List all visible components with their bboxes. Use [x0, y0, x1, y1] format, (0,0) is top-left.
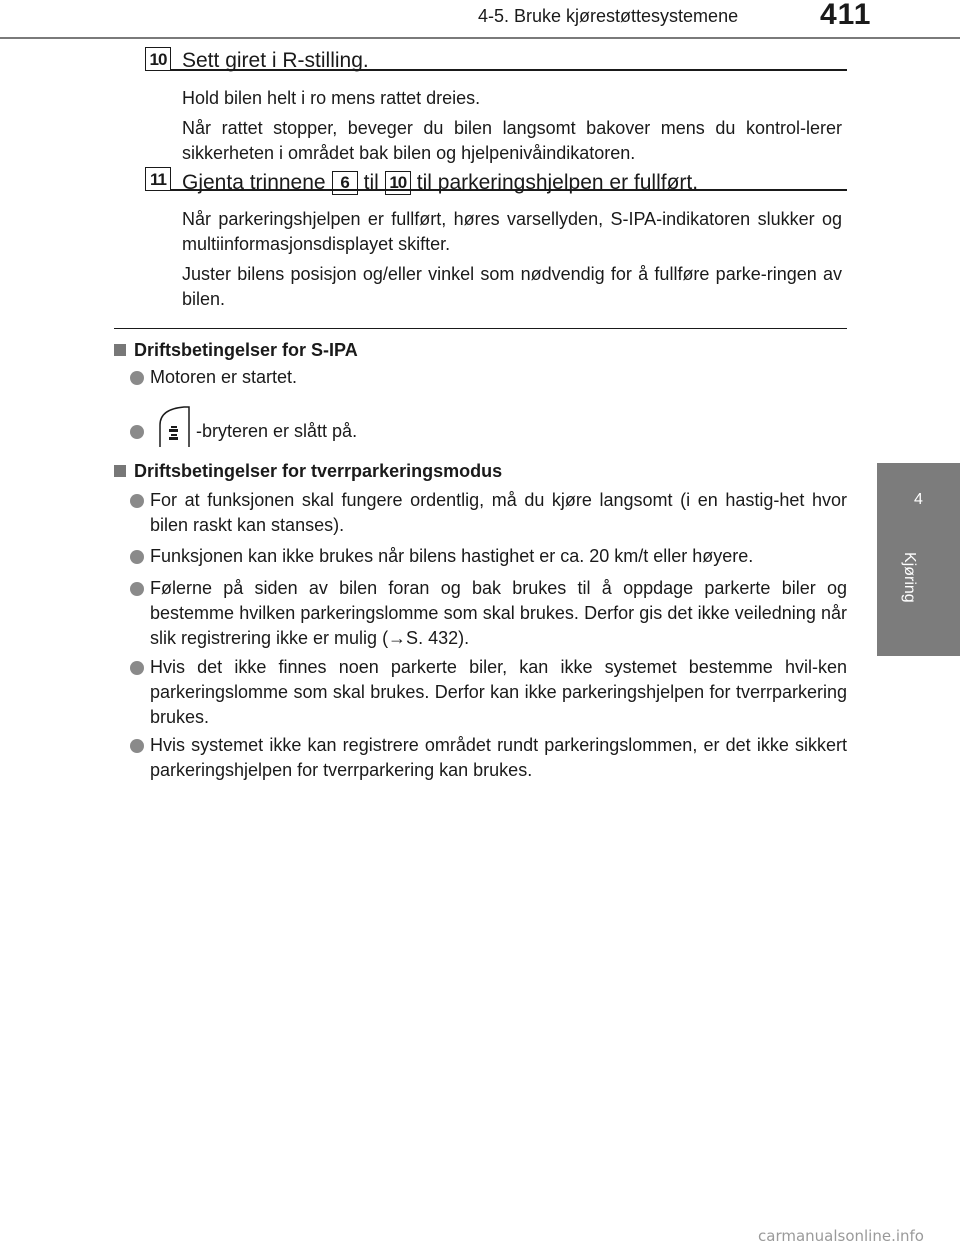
step-title [182, 171, 698, 195]
step-paragraph: Juster bilens posisjon og/eller vinkel som nødvendig for å fullføre parke-ringen av bilen. [182, 264, 842, 309]
bullet-text: Hvis det ikke finnes noen parkerte biler, kan ikke systemet bestemme hvil-ken parkeringslomme som skal brukes. Derfor kan ikke parkeringshjelpen for tverrparkering brukes. [150, 657, 847, 727]
step-paragraph: Hold bilen helt i ro mens rattet dreies. [182, 88, 481, 108]
step-paragraph: Når parkeringshjelpen er fullført, høres varsellyden, S-IPA-indikatoren slukker og multiinformasjonsdisplayet skifter. [182, 209, 842, 254]
step-ref-badge: 6 [332, 171, 358, 195]
bullet-icon [130, 550, 144, 564]
step-title-mid: til [363, 171, 379, 194]
header-rule [0, 37, 960, 39]
bullet-text: -bryteren er slått på. [196, 421, 358, 441]
bullet-text: Hvis systemet ikke kan registrere området rundt parkeringslommen, er det ikke sikkert parkeringshjelpen for tverrparkering kan brukes. [150, 735, 847, 780]
chapter-tab [877, 463, 960, 656]
page-number: 411 [820, 0, 872, 31]
step-title-suffix: til parkeringshjelpen er fullført. [416, 171, 699, 194]
section-title: 4-5. Bruke kjørestøttesystemene [478, 6, 739, 26]
bullet-text: Funksjonen kan ikke brukes når bilens hastighet er ca. 20 km/t eller høyere. [150, 546, 754, 566]
chapter-label: Kjøring [901, 552, 918, 603]
step-paragraph: Når rattet stopper, beveger du bilen langsomt bakover mens du kontrol-lerer sikkerheten i området bak bilen og hjelpenivåindikatoren. [182, 118, 842, 163]
step-ref-badge: 10 [385, 171, 411, 195]
square-bullet-icon [114, 344, 126, 356]
bullet-icon [130, 494, 144, 508]
bullet-icon [130, 425, 144, 439]
parking-assist-switch-icon [156, 405, 192, 449]
step-number-badge: 11 [145, 167, 171, 191]
step-title: Sett giret i R-stilling. [182, 49, 369, 72]
bullet-icon [130, 582, 144, 596]
section-heading [114, 461, 502, 482]
bullet-icon [130, 739, 144, 753]
section-heading-text: Driftsbetingelser for tverrparkeringsmodus [134, 461, 503, 481]
bullet-icon [130, 371, 144, 385]
step-number-badge: 10 [145, 47, 171, 71]
section-heading [114, 340, 358, 361]
section-heading-text: Driftsbetingelser for S-IPA [134, 340, 358, 360]
bullet-text: For at funksjonen skal fungere ordentlig, må du kjøre langsomt (i en hastig-het hvor bilen raskt kan stanses). [150, 490, 847, 535]
section-rule [114, 328, 847, 329]
bullet-text: Følerne på siden av bilen foran og bak brukes til å oppdage parkerte biler og bestemme hvilken parkeringslomme som skal brukes. Derfor gis det ikke veiledning når slik registrering ikke er mulig (→S. 432). [150, 578, 847, 648]
step-title-prefix: Gjenta trinnene [182, 171, 326, 194]
bullet-icon [130, 661, 144, 675]
chapter-number: 4 [914, 491, 923, 508]
bullet-text: Motoren er startet. [150, 367, 298, 387]
square-bullet-icon [114, 465, 126, 477]
footer-watermark: carmanualsonline.info [758, 1227, 924, 1245]
